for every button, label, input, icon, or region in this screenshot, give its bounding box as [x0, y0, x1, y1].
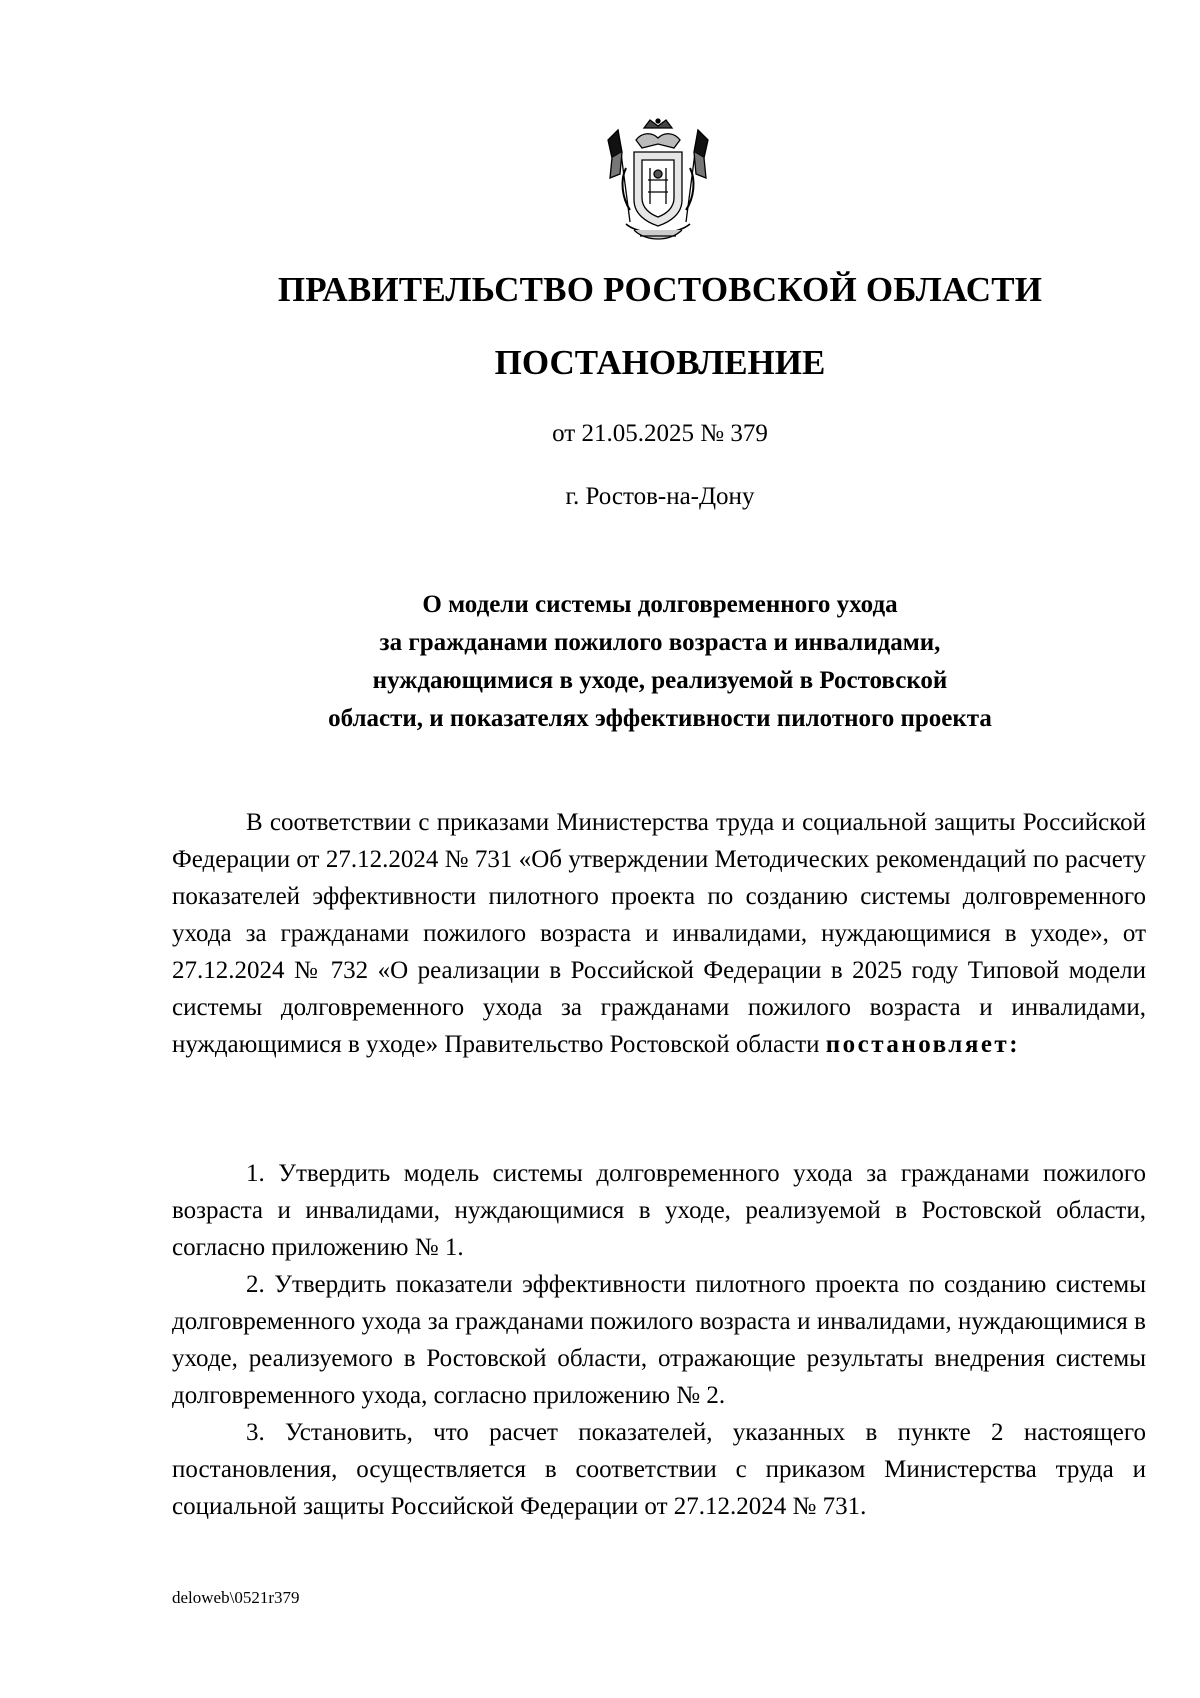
preamble-paragraph [172, 804, 1146, 1063]
decree-word: постановляет: [825, 1031, 1021, 1058]
subject-line: нуждающимися в уходе, реализуемой в Ростовской [372, 667, 948, 694]
document-type: ПОСТАНОВЛЕНИЕ [494, 343, 826, 382]
coat-of-arms-icon [604, 118, 712, 246]
document-date-number: от 21.05.2025 № 379 [552, 420, 768, 447]
decree-item: 1. Утвердить модель системы долговременного ухода за гражданами пожилого возраста и инвалидами, нуждающимися в уходе, реализуемой в Ростовской области, согласно приложению № 1. [172, 1160, 1146, 1261]
preamble [172, 804, 1146, 1063]
file-code: deloweb\0521r379 [172, 1588, 300, 1607]
document-subject [0, 586, 1200, 738]
decree-items [172, 1155, 1146, 1525]
preamble-text: В соответствии с приказами Министерства труда и социальной защиты Российской Федерации от 27.12.2024 № 731 «Об утверждении Методических рекомендаций по расчету показателей эффективности пилотного проекта по созданию системы долговременного ухода за гражданами пожилого возраста и инвалидами, нуждающимися в уходе», от 27.12.2024 № 732 «О реализации в Российской Федерации в 2025 году Типовой модели системы долговременного ухода за гражданами пожилого возраста и инвалидами, нуждающимися в уходе» Правительство Ростовской области [172, 809, 1146, 1058]
document-city: г. Ростов-на-Дону [565, 483, 755, 510]
government-name: ПРАВИТЕЛЬСТВО РОСТОВСКОЙ ОБЛАСТИ [277, 270, 1043, 309]
decree-item: 3. Установить, что расчет показателей, указанных в пункте 2 настоящего постановления, осуществляется в соответствии с приказом Министерства труда и социальной защиты Российской Федерации от 27.12.2024 № 731. [172, 1419, 1146, 1520]
subject-line: за гражданами пожилого возраста и инвалидами, [379, 629, 941, 656]
decree-item: 2. Утвердить показатели эффективности пилотного проекта по созданию системы долговременного ухода за гражданами пожилого возраста и инвалидами, нуждающимися в уходе, реализуемого в Ростовской области, отражающие результаты внедрения системы долговременного ухода, согласно приложению № 2. [172, 1271, 1146, 1409]
subject-line: О модели системы долговременного ухода [422, 591, 898, 618]
subject-line: области, и показателях эффективности пилотного проекта [328, 705, 992, 732]
